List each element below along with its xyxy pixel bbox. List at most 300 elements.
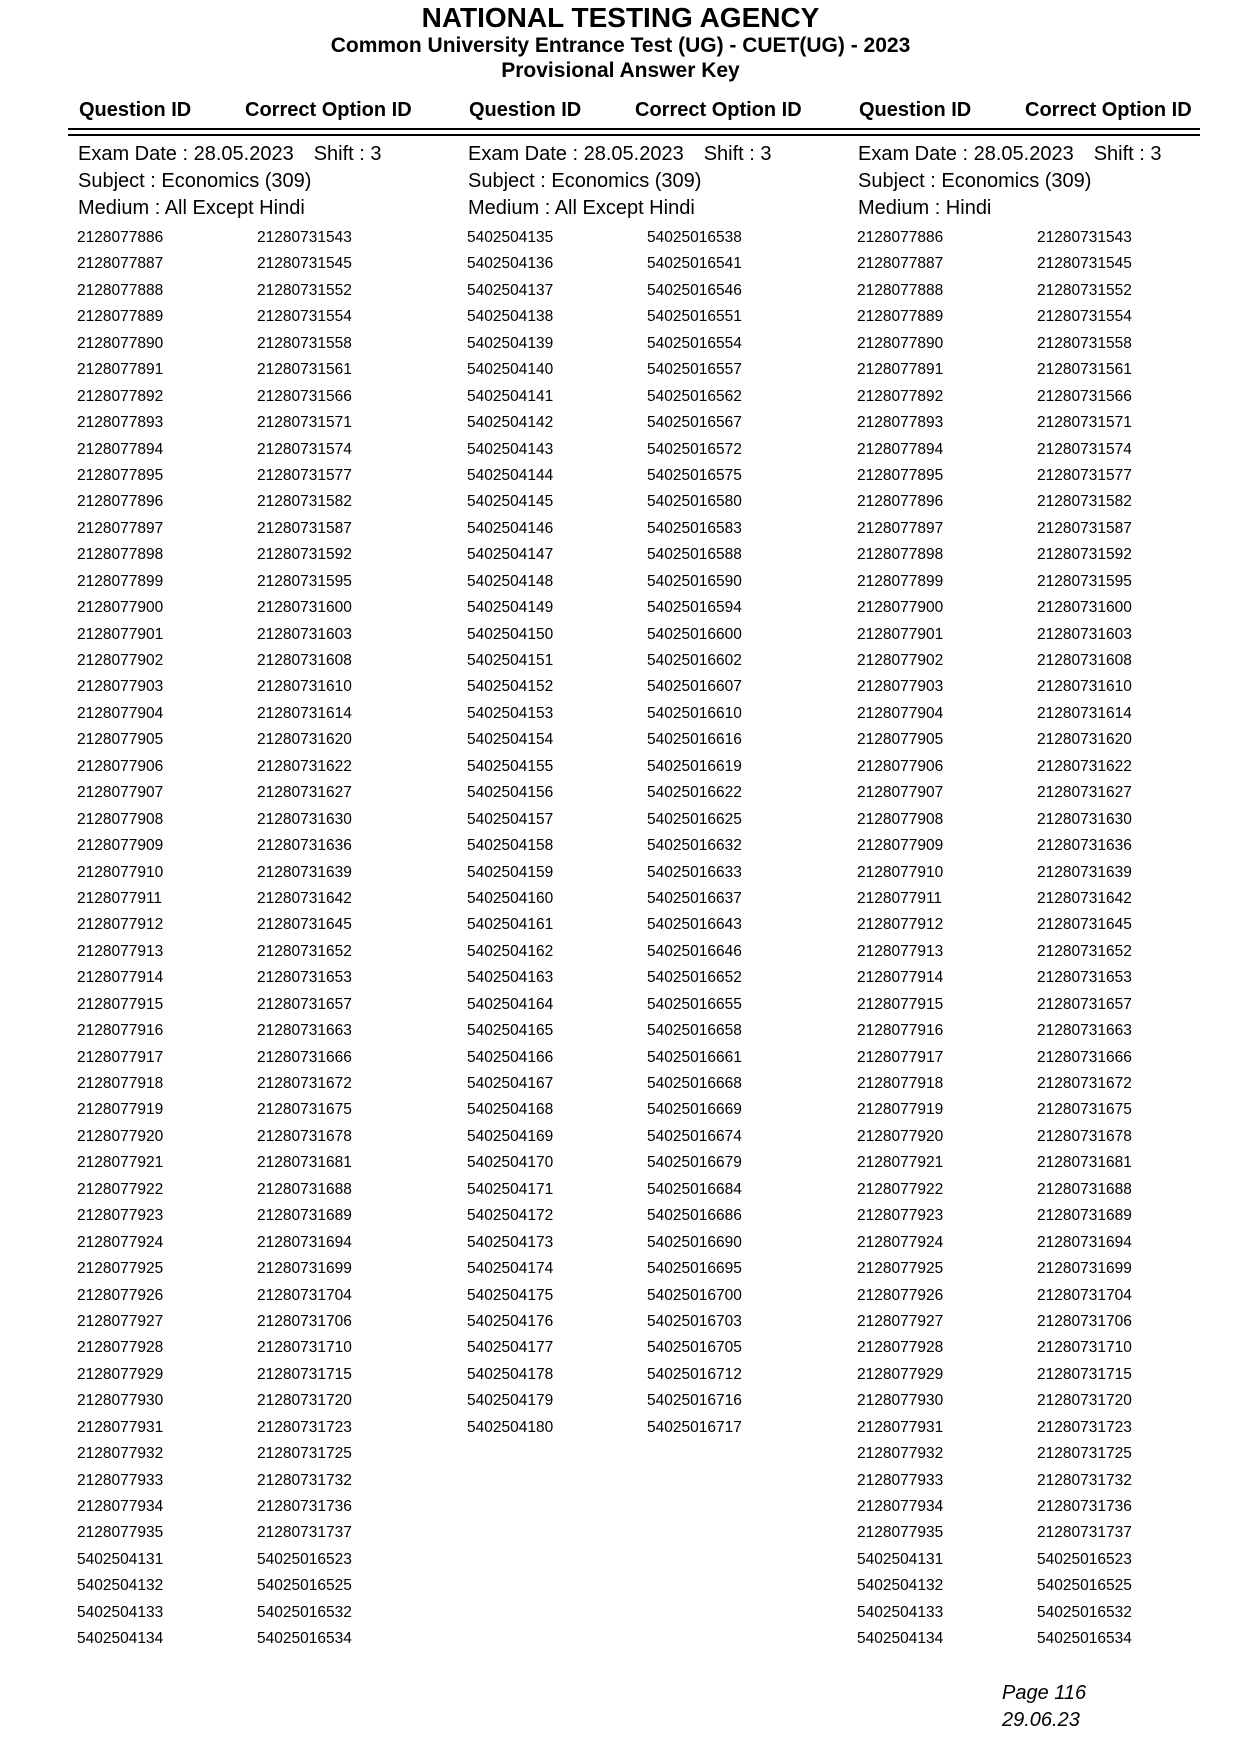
question-id: 5402504132 — [857, 1577, 944, 1595]
question-id: 2128077894 — [77, 440, 164, 458]
question-id: 5402504152 — [467, 678, 554, 696]
table-row — [858, 1283, 1218, 1309]
correct-option-id: 21280731636 — [1037, 837, 1132, 855]
table-row — [858, 939, 1218, 965]
table-row — [78, 727, 438, 753]
table-row — [468, 1124, 828, 1150]
table-row — [78, 833, 438, 859]
correct-option-id: 54025016546 — [647, 281, 742, 299]
table-row — [78, 1441, 438, 1467]
correct-option-id: 21280731592 — [1037, 546, 1132, 564]
column-header-question-id-2: Question ID — [469, 99, 582, 121]
question-id: 2128077892 — [77, 387, 164, 405]
correct-option-id: 21280731627 — [257, 784, 352, 802]
question-id: 2128077927 — [857, 1312, 944, 1330]
section-1 — [78, 141, 438, 1653]
question-id: 2128077917 — [77, 1048, 164, 1066]
question-id: 2128077915 — [77, 995, 164, 1013]
correct-option-id: 54025016700 — [647, 1286, 742, 1304]
table-row — [858, 1626, 1218, 1652]
correct-option-id: 54025016575 — [647, 466, 742, 484]
correct-option-id: 21280731577 — [1037, 466, 1132, 484]
table-row — [858, 251, 1218, 277]
column-header-question-id-1: Question ID — [79, 99, 192, 121]
table-row — [858, 1045, 1218, 1071]
table-row — [468, 1097, 828, 1123]
table-row — [78, 754, 438, 780]
question-id: 5402504145 — [467, 493, 554, 511]
table-row — [78, 622, 438, 648]
question-id: 2128077889 — [857, 308, 944, 326]
correct-option-id: 54025016695 — [647, 1260, 742, 1278]
document-title: Provisional Answer Key — [501, 59, 740, 82]
correct-option-id: 54025016580 — [647, 493, 742, 511]
question-id: 2128077933 — [77, 1471, 164, 1489]
table-row — [78, 357, 438, 383]
correct-option-id: 21280731642 — [1037, 889, 1132, 907]
table-row — [468, 1177, 828, 1203]
correct-option-id: 21280731614 — [1037, 704, 1132, 722]
question-id: 2128077901 — [857, 625, 944, 643]
correct-option-id: 54025016572 — [647, 440, 742, 458]
question-id: 2128077907 — [77, 784, 164, 802]
correct-option-id: 21280731681 — [1037, 1154, 1132, 1172]
question-id: 2128077900 — [857, 599, 944, 617]
correct-option-id: 54025016643 — [647, 916, 742, 934]
table-row — [78, 1283, 438, 1309]
question-id: 2128077904 — [77, 704, 164, 722]
table-row — [858, 1494, 1218, 1520]
question-id: 2128077899 — [857, 572, 944, 590]
table-row — [468, 1335, 828, 1361]
question-id: 2128077891 — [857, 361, 944, 379]
correct-option-id: 54025016669 — [647, 1101, 742, 1119]
table-row — [468, 437, 828, 463]
exam-date: Exam Date : 28.05.2023 — [78, 143, 294, 165]
table-row — [468, 701, 828, 727]
correct-option-id: 21280731723 — [1037, 1418, 1132, 1436]
table-row — [858, 595, 1218, 621]
table-row — [468, 278, 828, 304]
table-row — [78, 1309, 438, 1335]
correct-option-id: 21280731652 — [257, 942, 352, 960]
correct-option-id: 54025016525 — [257, 1577, 352, 1595]
question-id: 2128077897 — [77, 519, 164, 537]
correct-option-id: 54025016658 — [647, 1022, 742, 1040]
table-row — [78, 992, 438, 1018]
correct-option-id: 21280731545 — [257, 255, 352, 273]
question-id: 2128077899 — [77, 572, 164, 590]
table-row — [858, 727, 1218, 753]
question-id: 5402504136 — [467, 255, 554, 273]
correct-option-id: 21280731715 — [257, 1365, 352, 1383]
question-id: 2128077929 — [857, 1365, 944, 1383]
exam-date-shift — [78, 141, 438, 168]
correct-option-id: 54025016633 — [647, 863, 742, 881]
table-row — [78, 410, 438, 436]
correct-option-id: 21280731723 — [257, 1418, 352, 1436]
table-row — [78, 1494, 438, 1520]
correct-option-id: 21280731688 — [1037, 1180, 1132, 1198]
question-id: 2128077928 — [77, 1339, 164, 1357]
correct-option-id: 21280731725 — [257, 1445, 352, 1463]
table-row — [78, 1362, 438, 1388]
table-row — [78, 1520, 438, 1546]
table-row — [858, 1600, 1218, 1626]
question-id: 2128077915 — [857, 995, 944, 1013]
correct-option-id: 21280731595 — [1037, 572, 1132, 590]
table-row — [858, 1441, 1218, 1467]
table-row — [468, 463, 828, 489]
question-id: 2128077902 — [77, 652, 164, 669]
correct-option-id: 21280731710 — [1037, 1339, 1132, 1357]
question-id: 2128077887 — [857, 255, 944, 273]
correct-option-id: 54025016646 — [647, 942, 742, 960]
question-id: 2128077913 — [857, 942, 944, 960]
correct-option-id: 21280731706 — [1037, 1312, 1132, 1330]
table-row — [468, 1256, 828, 1282]
table-row — [858, 833, 1218, 859]
question-id: 2128077930 — [857, 1392, 944, 1410]
question-id: 5402504134 — [77, 1630, 164, 1648]
question-id: 2128077896 — [77, 493, 164, 511]
table-row — [858, 754, 1218, 780]
question-id: 5402504158 — [467, 837, 554, 855]
table-row — [468, 727, 828, 753]
correct-option-id: 21280731678 — [257, 1127, 352, 1145]
table-row — [468, 1018, 828, 1044]
table-row — [858, 992, 1218, 1018]
correct-option-id: 21280731720 — [257, 1392, 352, 1410]
table-row — [78, 1335, 438, 1361]
table-row — [858, 648, 1218, 674]
correct-option-id: 21280731720 — [1037, 1392, 1132, 1410]
correct-option-id: 21280731554 — [1037, 308, 1132, 326]
table-row — [858, 304, 1218, 330]
table-row — [468, 516, 828, 542]
question-id: 2128077891 — [77, 361, 164, 379]
medium: Medium : Hindi — [858, 197, 992, 219]
table-row — [78, 516, 438, 542]
correct-option-id: 21280731704 — [257, 1286, 352, 1304]
correct-option-id: 21280731678 — [1037, 1127, 1132, 1145]
question-id: 5402504176 — [467, 1312, 554, 1330]
table-row — [468, 833, 828, 859]
question-id: 2128077916 — [857, 1022, 944, 1040]
question-id: 2128077897 — [857, 519, 944, 537]
question-id: 2128077934 — [77, 1498, 164, 1515]
table-row — [78, 648, 438, 674]
table-row — [858, 384, 1218, 410]
page-number: Page 116 — [1002, 1682, 1087, 1704]
correct-option-id: 21280731639 — [1037, 863, 1132, 881]
correct-option-id: 54025016679 — [647, 1154, 742, 1172]
correct-option-id: 21280731653 — [1037, 969, 1132, 987]
question-id: 5402504169 — [467, 1127, 554, 1145]
table-row — [468, 648, 828, 674]
question-id: 2128077910 — [77, 863, 164, 881]
correct-option-id: 21280731737 — [1037, 1524, 1132, 1542]
column-header-correct-option-id-1: Correct Option ID — [245, 99, 412, 121]
table-row — [468, 384, 828, 410]
table-row — [468, 569, 828, 595]
question-id: 2128077928 — [857, 1339, 944, 1357]
correct-option-id: 21280731561 — [257, 361, 352, 379]
question-id: 2128077924 — [857, 1233, 944, 1251]
correct-option-id: 21280731545 — [1037, 255, 1132, 273]
correct-option-id: 21280731694 — [1037, 1233, 1132, 1251]
question-id: 2128077894 — [857, 440, 944, 458]
table-row — [78, 1415, 438, 1441]
medium: Medium : All Except Hindi — [468, 197, 695, 219]
question-id: 2128077927 — [77, 1312, 164, 1330]
correct-option-id: 54025016583 — [647, 519, 742, 537]
header-rule-bottom — [68, 134, 1200, 136]
table-row — [858, 780, 1218, 806]
correct-option-id: 21280731672 — [1037, 1075, 1132, 1092]
table-row — [468, 992, 828, 1018]
correct-option-id: 21280731657 — [257, 995, 352, 1013]
question-id: 2128077929 — [77, 1365, 164, 1383]
correct-option-id: 21280731732 — [1037, 1471, 1132, 1489]
table-row — [78, 1256, 438, 1282]
correct-option-id: 21280731574 — [257, 440, 352, 458]
correct-option-id: 21280731675 — [257, 1101, 352, 1119]
correct-option-id: 54025016622 — [647, 784, 742, 802]
table-row — [858, 278, 1218, 304]
question-id: 2128077935 — [857, 1524, 944, 1542]
table-row — [78, 1203, 438, 1229]
correct-option-id: 54025016562 — [647, 387, 742, 405]
question-id: 2128077910 — [857, 863, 944, 881]
correct-option-id: 54025016534 — [257, 1630, 352, 1648]
table-row — [468, 357, 828, 383]
question-id: 5402504174 — [467, 1260, 554, 1278]
table-row — [858, 1415, 1218, 1441]
table-row — [858, 1335, 1218, 1361]
table-row — [78, 1230, 438, 1256]
correct-option-id: 54025016532 — [257, 1603, 352, 1621]
table-row — [858, 410, 1218, 436]
table-row — [858, 1177, 1218, 1203]
correct-option-id: 21280731715 — [1037, 1365, 1132, 1383]
question-id: 2128077921 — [77, 1154, 164, 1172]
correct-option-id: 21280731710 — [257, 1339, 352, 1357]
table-row — [78, 1388, 438, 1414]
correct-option-id: 21280731663 — [1037, 1022, 1132, 1040]
table-row — [858, 886, 1218, 912]
question-id: 2128077901 — [77, 625, 164, 643]
question-id: 5402504135 — [467, 229, 554, 246]
question-id: 2128077898 — [77, 546, 164, 564]
question-id: 5402504143 — [467, 440, 554, 458]
correct-option-id: 54025016716 — [647, 1392, 742, 1410]
correct-option-id: 54025016616 — [647, 731, 742, 749]
table-row — [78, 1097, 438, 1123]
table-row — [468, 542, 828, 568]
table-row — [78, 251, 438, 277]
correct-option-id: 21280731582 — [1037, 493, 1132, 511]
question-id: 5402504154 — [467, 731, 554, 749]
question-id: 2128077908 — [77, 810, 164, 828]
correct-option-id: 54025016523 — [257, 1550, 352, 1568]
table-row — [858, 1309, 1218, 1335]
correct-option-id: 21280731737 — [257, 1524, 352, 1542]
correct-option-id: 21280731652 — [1037, 942, 1132, 960]
table-row — [858, 542, 1218, 568]
section-2 — [468, 141, 828, 1441]
table-row — [468, 860, 828, 886]
table-row — [858, 437, 1218, 463]
table-row — [78, 1547, 438, 1573]
table-row — [858, 357, 1218, 383]
question-id: 2128077893 — [857, 414, 944, 432]
table-row — [78, 384, 438, 410]
question-id: 2128077895 — [77, 466, 164, 484]
table-row — [468, 331, 828, 357]
question-id: 2128077906 — [77, 757, 164, 775]
correct-option-id: 21280731620 — [257, 731, 352, 749]
table-row — [78, 1177, 438, 1203]
shift: Shift : 3 — [313, 143, 382, 165]
exam-date-shift — [468, 141, 828, 168]
correct-option-id: 54025016684 — [647, 1180, 742, 1198]
medium: Medium : All Except Hindi — [78, 197, 305, 219]
question-id: 2128077919 — [857, 1101, 944, 1119]
table-row — [78, 542, 438, 568]
question-id: 2128077900 — [77, 599, 164, 617]
correct-option-id: 54025016610 — [647, 704, 742, 722]
question-id: 5402504167 — [467, 1075, 554, 1092]
question-id: 5402504159 — [467, 863, 554, 881]
table-row — [468, 886, 828, 912]
correct-option-id: 21280731645 — [257, 916, 352, 934]
correct-option-id: 54025016655 — [647, 995, 742, 1013]
agency-title: NATIONAL TESTING AGENCY — [421, 2, 820, 33]
table-row — [468, 410, 828, 436]
correct-option-id: 21280731582 — [257, 493, 352, 511]
answer-list — [78, 225, 438, 1653]
correct-option-id: 21280731554 — [257, 308, 352, 326]
correct-option-id: 54025016551 — [647, 308, 742, 326]
correct-option-id: 21280731566 — [1037, 387, 1132, 405]
correct-option-id: 21280731725 — [1037, 1445, 1132, 1463]
header-rule-top — [68, 128, 1200, 130]
question-id: 2128077934 — [857, 1498, 944, 1515]
correct-option-id: 21280731608 — [1037, 652, 1132, 669]
correct-option-id: 21280731561 — [1037, 361, 1132, 379]
question-id: 2128077888 — [77, 281, 164, 299]
correct-option-id: 21280731694 — [257, 1233, 352, 1251]
question-id: 2128077911 — [857, 889, 943, 907]
table-row — [858, 1468, 1218, 1494]
correct-option-id: 54025016554 — [647, 334, 742, 352]
correct-option-id: 21280731657 — [1037, 995, 1132, 1013]
question-id: 2128077893 — [77, 414, 164, 432]
question-id: 5402504133 — [857, 1603, 944, 1621]
question-id: 2128077896 — [857, 493, 944, 511]
correct-option-id: 21280731704 — [1037, 1286, 1132, 1304]
question-id: 2128077932 — [77, 1445, 164, 1463]
table-row — [468, 807, 828, 833]
table-row — [468, 1362, 828, 1388]
correct-option-id: 54025016532 — [1037, 1603, 1132, 1621]
question-id: 5402504153 — [467, 704, 554, 722]
table-row — [468, 1203, 828, 1229]
question-id: 2128077917 — [857, 1048, 944, 1066]
table-row — [858, 1203, 1218, 1229]
correct-option-id: 54025016607 — [647, 678, 742, 696]
correct-option-id: 21280731627 — [1037, 784, 1132, 802]
question-id: 2128077889 — [77, 308, 164, 326]
correct-option-id: 54025016557 — [647, 361, 742, 379]
question-id: 2128077909 — [77, 837, 164, 855]
column-header-correct-option-id-2: Correct Option ID — [635, 99, 802, 121]
correct-option-id: 21280731610 — [257, 678, 352, 696]
correct-option-id: 54025016686 — [647, 1207, 742, 1225]
answer-list — [858, 225, 1218, 1653]
question-id: 2128077916 — [77, 1022, 164, 1040]
question-id: 5402504140 — [467, 361, 554, 379]
question-id: 5402504131 — [77, 1550, 164, 1568]
correct-option-id: 54025016567 — [647, 414, 742, 432]
correct-option-id: 54025016594 — [647, 599, 742, 617]
question-id: 2128077926 — [77, 1286, 164, 1304]
question-id: 5402504139 — [467, 334, 554, 352]
correct-option-id: 21280731663 — [257, 1022, 352, 1040]
correct-option-id: 21280731587 — [257, 519, 352, 537]
table-row — [468, 1388, 828, 1414]
question-id: 2128077886 — [77, 229, 164, 246]
table-row — [858, 1124, 1218, 1150]
exam-title: Common University Entrance Test (UG) - CUET(UG) - 2023 — [330, 34, 911, 57]
correct-option-id: 21280731595 — [257, 572, 352, 590]
correct-option-id: 54025016652 — [647, 969, 742, 987]
table-row — [78, 489, 438, 515]
question-id: 2128077935 — [77, 1524, 164, 1542]
exam-date: Exam Date : 28.05.2023 — [468, 143, 684, 165]
correct-option-id: 21280731552 — [1037, 281, 1132, 299]
exam-date: Exam Date : 28.05.2023 — [858, 143, 1074, 165]
question-id: 5402504177 — [467, 1339, 554, 1357]
question-id: 5402504165 — [467, 1022, 554, 1040]
question-id: 5402504144 — [467, 466, 554, 484]
question-id: 2128077923 — [77, 1207, 164, 1225]
question-id: 2128077911 — [77, 889, 163, 907]
question-id: 5402504172 — [467, 1207, 554, 1225]
table-row — [78, 701, 438, 727]
question-id: 5402504150 — [467, 625, 554, 643]
table-row — [78, 437, 438, 463]
correct-option-id: 21280731681 — [257, 1154, 352, 1172]
question-id: 2128077909 — [857, 837, 944, 855]
correct-option-id: 54025016717 — [647, 1418, 742, 1436]
table-row — [468, 622, 828, 648]
question-id: 2128077890 — [857, 334, 944, 352]
question-id: 2128077931 — [77, 1418, 164, 1436]
table-row — [468, 304, 828, 330]
question-id: 2128077903 — [857, 678, 944, 696]
question-id: 5402504147 — [467, 546, 554, 564]
question-id: 2128077914 — [857, 969, 944, 987]
question-id: 2128077908 — [857, 810, 944, 828]
subject: Subject : Economics (309) — [468, 170, 702, 192]
correct-option-id: 21280731603 — [257, 625, 352, 643]
correct-option-id: 54025016525 — [1037, 1577, 1132, 1595]
question-id: 2128077920 — [77, 1127, 164, 1145]
correct-option-id: 21280731736 — [257, 1498, 352, 1515]
table-row — [858, 701, 1218, 727]
